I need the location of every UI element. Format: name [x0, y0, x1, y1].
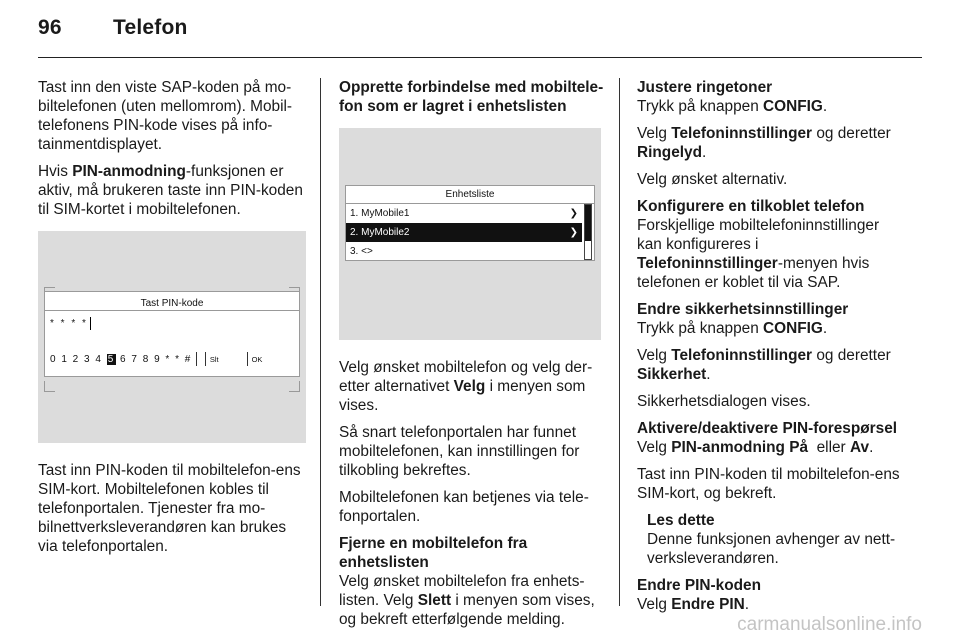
list-item-selected [346, 223, 582, 242]
text: Velg [637, 125, 672, 142]
heading-configure-phone: Konfigurere en tilkoblet telefon [637, 198, 865, 215]
term-telefoninnstillinger: Telefoninnstillinger [637, 255, 778, 272]
paragraph-press-config-2 [637, 319, 905, 338]
page-number: 96 [38, 16, 62, 39]
paragraph-select-security [637, 346, 905, 384]
paragraph-pin-request [38, 162, 306, 219]
heading-ringtones: Justere ringetoner [637, 79, 773, 96]
term-config: CONFIG [763, 320, 823, 337]
text: . [702, 144, 707, 161]
text: . [822, 320, 828, 337]
column-2 [339, 78, 607, 637]
text-cursor [90, 317, 91, 330]
column-divider-1 [320, 78, 321, 606]
corner-mark [44, 381, 55, 392]
corner-mark [289, 381, 300, 392]
chevron-right-icon: ❯ [569, 208, 578, 219]
text: . [706, 366, 711, 383]
paragraph-press-config [637, 97, 905, 116]
paragraph-enter-pin-confirm: Tast inn PIN-koden til mobiltelefon-ens SIM-kort, og bekreft. [637, 466, 900, 502]
text: Velg [637, 347, 672, 364]
paragraph-select-option: Velg ønsket alternativ. [637, 171, 788, 188]
term-telefoninnstillinger: Telefoninnstillinger [671, 125, 813, 142]
heading-security-settings: Endre sikkerhetsinnstillinger [637, 301, 849, 318]
note-text: Denne funksjonen avhenger av nett-verksleverandøren. [647, 531, 896, 567]
keypad-digits: 0 1 2 3 4 [50, 354, 107, 365]
screen-title: Enhetsliste [346, 186, 594, 204]
text: i menyen som vises. [339, 378, 586, 414]
page-header [38, 16, 188, 40]
term-telefoninnstillinger: Telefoninnstillinger [671, 347, 813, 364]
column-1 [38, 78, 306, 564]
text: og deretter [812, 125, 891, 142]
pin-entry-screen [44, 291, 300, 377]
divider [247, 352, 248, 366]
pin-keypad [50, 350, 262, 369]
heading-connect-stored-phone: Opprette forbindelse med mobiltele-fon som er lagret i enhetslisten [339, 79, 604, 115]
list-item-label: 1. MyMobile1 [350, 208, 410, 219]
paragraph-select-phone [339, 358, 607, 415]
text: Forskjellige mobiltelefoninnstillinger kan konfigureres i [637, 217, 880, 253]
paragraph-select-ringtone-menu [637, 124, 905, 162]
device-list-screen [345, 185, 595, 261]
figure-device-list [339, 128, 601, 340]
scrollbar-thumb [585, 205, 591, 241]
column-divider-2 [619, 78, 620, 606]
paragraph-operate-via-portal: Mobiltelefonen kan betjenes via tele-fonportalen. [339, 489, 589, 525]
term-ringelyd: Ringelyd [637, 144, 702, 161]
text: -funksjonen er aktiv, må brukeren taste inn PIN-koden til SIM-kortet i mobiltelefonen. [38, 163, 303, 218]
pin-entry-field [50, 314, 91, 333]
list-item [346, 242, 582, 261]
text: og deretter [812, 347, 891, 364]
text: . [822, 98, 828, 115]
paragraph-configure-phone [637, 216, 905, 292]
page-title: Telefon [113, 16, 188, 39]
heading-pin-request-toggle: Aktivere/deaktivere PIN-forespørsel [637, 420, 898, 437]
paragraph-sap-code: Tast inn den viste SAP-koden på mo-biltelefonen (uten mellomrom). Mobil-telefonens PIN-kode vises på info-tainmentdisplayet. [38, 79, 293, 153]
paragraph-confirm-connection: Så snart telefonportalen har funnet mobiltelefonen, kan innstillingen for tilkobling bekreftes. [339, 424, 580, 479]
note-box [637, 511, 905, 568]
note-title: Les dette [647, 512, 715, 529]
text: Hvis [38, 163, 73, 180]
term-pin-anmodning-pa: PIN-anmodning På [671, 439, 809, 456]
pin-entry-value: * * * * [50, 318, 88, 329]
screen-title: Tast PIN-kode [45, 292, 299, 311]
paragraph-enter-pin: Tast inn PIN-koden til mobiltelefon-ens SIM-kort. Mobiltelefonen kobles til telefonportalen. Tjenester fra mo-bilnettverksleverandøren kan brukes via telefonportalen. [38, 462, 301, 555]
paragraph-security-dialog: Sikkerhetsdialogen vises. [637, 393, 811, 410]
keypad-digits: 6 7 8 9 * * # [115, 354, 192, 365]
text: i menyen som vises, og bekreft etterfølgende melding. [339, 592, 595, 628]
keypad-delete-key: Slt [209, 355, 219, 364]
text: Velg ønsket mobiltelefon og velg der-etter alternativet [339, 359, 593, 395]
text: . [744, 596, 750, 613]
term-slett: Slett [417, 592, 452, 609]
text: Trykk på knappen [637, 98, 764, 115]
header-rule [38, 57, 922, 58]
list-item-label: 2. MyMobile2 [350, 227, 410, 238]
text: -menyen hvis telefonen er koblet til via SAP. [637, 255, 870, 291]
term-config: CONFIG [763, 98, 823, 115]
heading-remove-phone: Fjerne en mobiltelefon fra enhetslisten [339, 535, 528, 571]
paragraph-remove-phone [339, 572, 607, 629]
term-pin-anmodning: PIN-anmodning [72, 163, 186, 180]
keypad-selected-key: 5 [107, 354, 115, 365]
text: . [869, 439, 874, 456]
term-velg: Velg [453, 378, 486, 395]
text: Velg [637, 439, 672, 456]
watermark: carmanualsonline.info [737, 614, 922, 635]
paragraph-pin-on-off [637, 438, 905, 457]
keypad-ok-key: OK [251, 355, 263, 364]
term-av: Av [849, 439, 870, 456]
list-item [346, 204, 582, 223]
divider [205, 352, 206, 366]
text: Velg [637, 596, 672, 613]
figure-pin-entry [38, 231, 306, 443]
column-3 [637, 78, 905, 622]
chevron-right-icon: ❯ [569, 227, 578, 238]
scrollbar [584, 204, 592, 260]
list-item-label: 3. <> [350, 246, 373, 257]
text: Trykk på knappen [637, 320, 764, 337]
term-sikkerhet: Sikkerhet [637, 366, 707, 383]
divider [196, 352, 197, 366]
text: Velg ønsket mobiltelefon fra enhets-listen. Velg [339, 573, 585, 609]
text: eller [808, 439, 850, 456]
paragraph-change-pin [637, 595, 905, 614]
term-endre-pin: Endre PIN [671, 596, 745, 613]
heading-change-pin: Endre PIN-koden [637, 577, 761, 594]
